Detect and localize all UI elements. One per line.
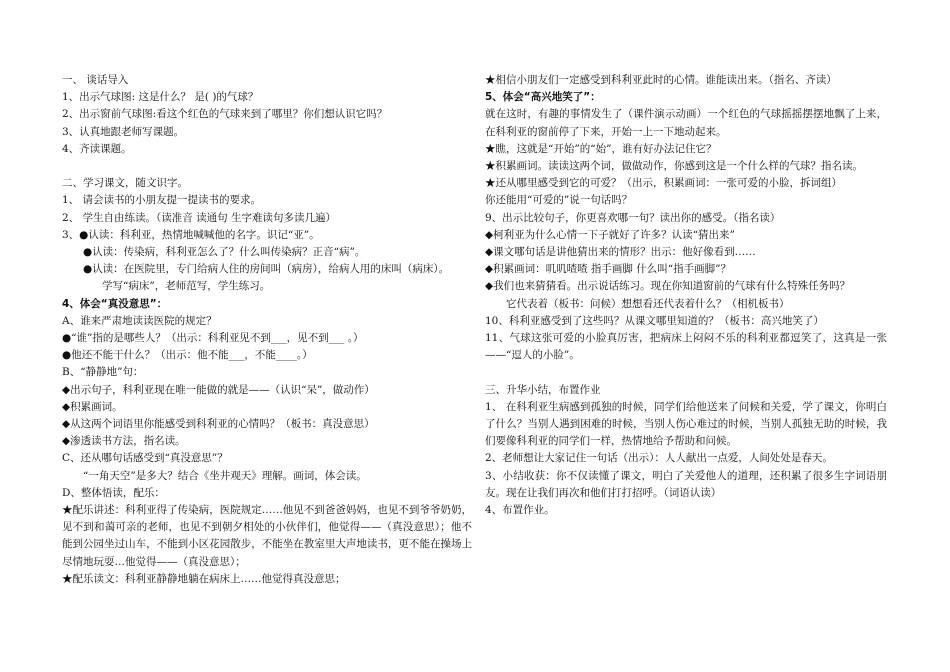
step-9: 9、出示比较句子，你更喜欢哪一句？读出你的感受。（指名读） — [485, 211, 781, 224]
step-2-1: 1、 请会读书的小朋友提一提读书的要求。 — [62, 194, 262, 207]
step-2-3-d: 学写“病床”，老师范写，学生练习。 — [102, 280, 271, 293]
step-5-heading: 5、体会“高兴地笑了”： — [485, 91, 601, 104]
part-c-title: C、还从哪句话感受到“真没意思”？ — [62, 452, 228, 465]
step-3-4: 4、布置作业。 — [485, 504, 555, 517]
step-5-para-1: 就在这时，有趣的事情发生了（课件演示动画）一个红色的气球摇摇摆摆地飘了上来，在科利亚的窗前停了下来，开始一上一下地动起来。 — [485, 108, 887, 138]
step-3-2: 2、老师想让大家记住一句话（出示）：人人献出一点爱，人间处处是春天。 — [485, 452, 833, 465]
right-column — [485, 72, 887, 519]
right-line-1: ★相信小朋友们一定感受到科利亚此时的心情。谁能读出来。（指名、齐读） — [485, 74, 837, 86]
part-a-title: A、谁来严肃地读读医院的规定？ — [62, 314, 217, 327]
part-d-item-2: ★配乐读文：科利亚静静地躺在病床上……他觉得真没意思； — [62, 572, 346, 585]
left-column — [62, 72, 472, 588]
step-9-item-1: ◆柯利亚为什么心情一下子就好了许多？认读“猜出来” — [485, 228, 735, 241]
part-b-item-2: ◆积累画词。 — [62, 400, 123, 413]
step-3-1: 1、 在科利亚生病感到孤独的时候，同学们给他送来了问候和关爱，学了课文，你明白了什么？当别人遇到困难的时候，当别人伤心难过的时候，当别人孤独无助的时候，我们要像科利亚的同学们一样，热情地给予帮助和问候。 — [485, 400, 887, 448]
step-10: 10、科利亚感受到了这些吗？从课文哪里知道的？（板书：高兴地笑了） — [485, 314, 824, 327]
step-2-2: 2、 学生自由练读。（读准音 读通句 生字难读句多读几遍） — [62, 211, 336, 224]
step-5-item-5: 你还能用“可爱的”说一句话吗？ — [485, 194, 633, 207]
step-2-3-c: ●认读：在医院里，专门给病人住的房间叫（病房），给病人用的床叫（病床）。 — [83, 263, 450, 276]
step-3-3: 3、小结收获：你不仅读懂了课文，明白了关爱他人的道理，还积累了很多生字词语朋友。现在让我们再次和他们打打招呼。（词语认读） — [485, 469, 887, 499]
step-9-item-5: 它代表着（板书：问候）想想看还代表着什么？（相机板书） — [506, 297, 790, 310]
step-9-item-4: ◆我们也来猜猜看。出示说话练习。现在你知道窗前的气球有什么特殊任务吗？ — [485, 280, 851, 293]
step-1-2: 2、出示窗前气球图:看这个红色的气球来到了哪里？你们想认识它吗？ — [62, 108, 388, 121]
step-11: 11、气球这张可爱的小脸真厉害，把病床上闷闷不乐的科利亚都逗笑了，这真是一张——“逗人的小脸”。 — [485, 332, 887, 362]
step-9-item-3: ◆积累画词：叽叽喳喳 指手画脚 什么叫“指手画脚”？ — [485, 263, 731, 276]
part-d-title: D、整体悟读，配乐： — [62, 486, 165, 499]
section-3-title: 三、升华小结，布置作业 — [485, 383, 601, 396]
part-a-item-2: ●他还不能干什么？（出示：他不能___，不能____。） — [62, 349, 313, 362]
step-9-item-2: ◆课文哪句话是讲他猜出来的情形？出示：他好像看到…… — [485, 246, 756, 259]
step-5-item-4: ★还从哪里感受到它的可爱？（出示，积累画词：一张可爱的小脸，拆词组） — [485, 177, 842, 190]
part-b-item-3: ◆从这两个词语里你能感受到科利亚的心情吗？（板书：真没意思） — [62, 418, 375, 431]
section-2-title: 二、学习课文，随文识字。 — [62, 177, 188, 190]
step-2-3-a: 3、●认读：科利亚，热情地喊喊他的名字。识记“亚”。 — [62, 228, 320, 241]
part-a-item-1: ●“谁”指的是哪些人？（出示：科利亚见不到___，见不到___ 。） — [62, 332, 364, 345]
step-5-item-2: ★瞧，这就是“开始”的“始”，谁有好办法记住它？ — [485, 142, 717, 155]
part-b-title: B、“静静地”句： — [62, 366, 144, 379]
spacer — [485, 364, 887, 381]
spacer — [62, 158, 472, 175]
part-b-item-4: ◆渗透读书方法，指名读。 — [62, 435, 186, 448]
step-1-4: 4、齐读课题。 — [62, 142, 132, 155]
step-2-3-b: ●认读：传染病，科利亚怎么了？什么叫传染病？正音“病”。 — [83, 246, 366, 259]
part-d-item-1: ★配乐讲述：科利亚得了传染病，医院规定……他见不到爸爸妈妈，也见不到爷爷奶奶，见不到和蔼可亲的老师，也见不到朝夕相处的小伙伴们，他觉得——（真没意思）；他不能到公园坐过山车，不能到小区花园散步，不能坐在教室里大声地读书，更不能在操场上尽情地玩耍…他觉得——（真没意思）； — [62, 504, 472, 568]
step-1-1: 1、出示气球图: 这是什么？ 是( )的气球？ — [62, 91, 259, 104]
section-1-title: 一、 谈话导入 — [62, 74, 129, 86]
part-c-item-1: “一角天空”是多大？结合《坐井观天》理解。画词，体会读。 — [83, 469, 367, 482]
step-5-item-3: ★积累画词。读读这两个词，做做动作，你感到这是一个什么样的气球？指名读。 — [485, 160, 863, 173]
step-1-3: 3、认真地跟老师写课题。 — [62, 125, 185, 138]
step-2-4-heading: 4、体会“真没意思”： — [62, 297, 168, 310]
part-b-item-1: ◆出示句子，科利亚现在唯一能做的就是——（认识“呆”，做动作） — [62, 383, 375, 396]
